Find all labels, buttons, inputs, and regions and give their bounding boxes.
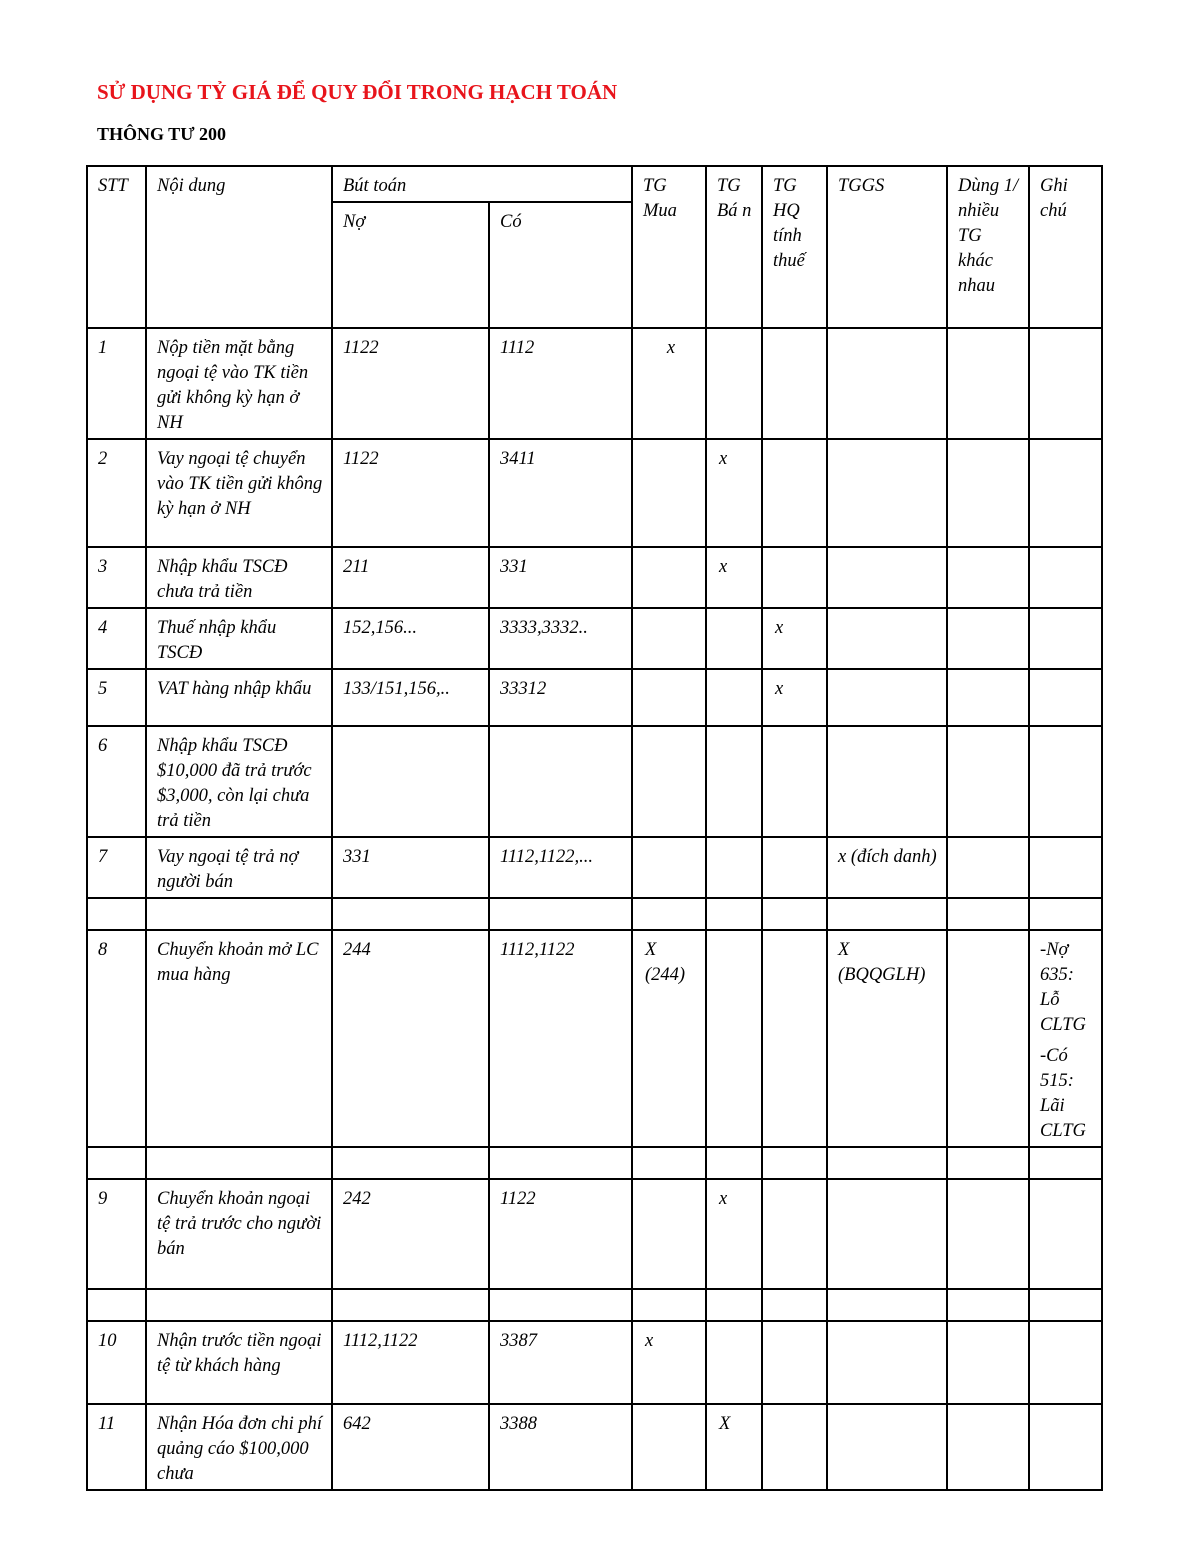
cell-stt: 10 <box>87 1321 146 1404</box>
cell-tg-hq <box>762 898 827 930</box>
header-co: Có <box>489 202 632 328</box>
cell-no <box>332 1289 489 1321</box>
cell-ghi-chu <box>1029 837 1102 898</box>
cell-no: 133/151,156,.. <box>332 669 489 726</box>
cell-no: 152,156... <box>332 608 489 669</box>
cell-noi-dung: Chuyển khoản mở LC mua hàng <box>146 930 332 1147</box>
table-row <box>87 328 1102 439</box>
cell-noi-dung: Vay ngoại tệ trả nợ người bán <box>146 837 332 898</box>
cell-no <box>332 1147 489 1179</box>
cell-no <box>332 726 489 837</box>
cell-tg-hq <box>762 930 827 1147</box>
cell-ghi-chu <box>1029 547 1102 608</box>
cell-tg-hq <box>762 837 827 898</box>
cell-no <box>332 898 489 930</box>
cell-dung <box>947 1179 1029 1289</box>
cell-dung <box>947 837 1029 898</box>
table-row <box>87 837 1102 898</box>
cell-no: 242 <box>332 1179 489 1289</box>
cell-tg-mua: X (244) <box>632 930 706 1147</box>
cell-tg-mua <box>632 1179 706 1289</box>
cell-noi-dung: Thuế nhập khẩu TSCĐ <box>146 608 332 669</box>
note-line: -Nợ 635: Lỗ CLTG <box>1040 940 1086 1035</box>
cell-noi-dung: Vay ngoại tệ chuyển vào TK tiền gửi không kỳ hạn ở NH <box>146 439 332 547</box>
cell-tg-hq <box>762 1321 827 1404</box>
cell-ghi-chu <box>1029 1321 1102 1404</box>
cell-tggs <box>827 328 947 439</box>
header-stt: STT <box>87 166 146 328</box>
table-row <box>87 669 1102 726</box>
cell-ghi-chu <box>1029 439 1102 547</box>
header-no: Nợ <box>332 202 489 328</box>
cell-ghi-chu <box>1029 608 1102 669</box>
exchange-rate-table <box>86 165 1103 1491</box>
cell-tggs <box>827 547 947 608</box>
cell-ghi-chu <box>1029 1147 1102 1179</box>
cell-tg-mua <box>632 1289 706 1321</box>
cell-tg-ban <box>706 608 762 669</box>
table-row <box>87 930 1102 1147</box>
cell-tg-mua <box>632 898 706 930</box>
cell-dung <box>947 930 1029 1147</box>
cell-stt: 1 <box>87 328 146 439</box>
cell-no: 1112,1122 <box>332 1321 489 1404</box>
header-but-toan: Bút toán <box>332 166 632 202</box>
cell-tg-ban: x <box>706 547 762 608</box>
cell-tg-mua <box>632 1147 706 1179</box>
cell-noi-dung: Chuyển khoản ngoại tệ trả trước cho người bán <box>146 1179 332 1289</box>
cell-no: 1122 <box>332 439 489 547</box>
table-row <box>87 1321 1102 1404</box>
cell-stt <box>87 898 146 930</box>
cell-ghi-chu <box>1029 898 1102 930</box>
cell-noi-dung: Nhận trước tiền ngoại tệ từ khách hàng <box>146 1321 332 1404</box>
cell-dung <box>947 1147 1029 1179</box>
cell-dung <box>947 439 1029 547</box>
table-row <box>87 1404 1102 1490</box>
cell-stt: 8 <box>87 930 146 1147</box>
cell-tg-ban <box>706 1321 762 1404</box>
cell-tg-ban <box>706 1147 762 1179</box>
cell-stt: 3 <box>87 547 146 608</box>
cell-tggs <box>827 1179 947 1289</box>
cell-stt <box>87 1147 146 1179</box>
cell-tg-hq <box>762 726 827 837</box>
cell-tg-mua <box>632 1404 706 1490</box>
cell-tg-hq <box>762 1147 827 1179</box>
cell-co: 1112,1122,... <box>489 837 632 898</box>
cell-tggs <box>827 439 947 547</box>
cell-no: 211 <box>332 547 489 608</box>
cell-tg-hq: x <box>762 608 827 669</box>
cell-stt: 4 <box>87 608 146 669</box>
cell-noi-dung: Nhận Hóa đơn chi phí quảng cáo $100,000 chưa <box>146 1404 332 1490</box>
cell-tg-hq <box>762 1179 827 1289</box>
cell-tg-ban <box>706 726 762 837</box>
cell-tg-mua: x <box>632 1321 706 1404</box>
cell-co <box>489 726 632 837</box>
cell-noi-dung: Nhập khẩu TSCĐ $10,000 đã trả trước $3,000, còn lại chưa trả tiền <box>146 726 332 837</box>
cell-no: 331 <box>332 837 489 898</box>
header-noi-dung: Nội dung <box>146 166 332 328</box>
cell-stt: 6 <box>87 726 146 837</box>
cell-ghi-chu <box>1029 669 1102 726</box>
cell-ghi-chu <box>1029 1289 1102 1321</box>
cell-dung <box>947 1321 1029 1404</box>
cell-tg-hq <box>762 439 827 547</box>
cell-tg-ban <box>706 669 762 726</box>
cell-tggs: x (đích danh) <box>827 837 947 898</box>
cell-dung <box>947 608 1029 669</box>
cell-stt: 11 <box>87 1404 146 1490</box>
cell-tggs <box>827 608 947 669</box>
table-row <box>87 608 1102 669</box>
cell-dung <box>947 1289 1029 1321</box>
cell-noi-dung: Nhập khẩu TSCĐ chưa trả tiền <box>146 547 332 608</box>
table-row <box>87 726 1102 837</box>
header-dung: Dùng 1/ nhiều TG khác nhau <box>947 166 1029 328</box>
cell-tg-ban <box>706 837 762 898</box>
cell-dung <box>947 669 1029 726</box>
cell-co: 1112,1122 <box>489 930 632 1147</box>
table-row <box>87 439 1102 547</box>
note-line: -Có 515: Lãi CLTG <box>1040 1046 1086 1141</box>
cell-tg-mua <box>632 608 706 669</box>
cell-noi-dung <box>146 1289 332 1321</box>
cell-co: 3333,3332.. <box>489 608 632 669</box>
cell-co: 3387 <box>489 1321 632 1404</box>
header-tggs: TGGS <box>827 166 947 328</box>
header-tg-mua: TG Mua <box>632 166 706 328</box>
table-row <box>87 1289 1102 1321</box>
cell-tggs <box>827 1321 947 1404</box>
cell-tg-ban: x <box>706 439 762 547</box>
cell-tg-mua <box>632 837 706 898</box>
cell-tg-ban <box>706 930 762 1147</box>
table-row <box>87 1147 1102 1179</box>
cell-tggs <box>827 898 947 930</box>
cell-tg-hq <box>762 1404 827 1490</box>
cell-co: 1112 <box>489 328 632 439</box>
header-row <box>87 166 1102 202</box>
cell-ghi-chu <box>1029 328 1102 439</box>
cell-no: 244 <box>332 930 489 1147</box>
cell-noi-dung <box>146 1147 332 1179</box>
cell-tg-hq <box>762 328 827 439</box>
table-row <box>87 1179 1102 1289</box>
cell-dung <box>947 328 1029 439</box>
cell-noi-dung: Nộp tiền mặt bằng ngoại tệ vào TK tiền gửi không kỳ hạn ở NH <box>146 328 332 439</box>
cell-stt: 5 <box>87 669 146 726</box>
cell-tg-mua <box>632 669 706 726</box>
cell-tg-mua <box>632 547 706 608</box>
page-subtitle: THÔNG TƯ 200 <box>97 124 227 144</box>
cell-co: 331 <box>489 547 632 608</box>
cell-ghi-chu <box>1029 1179 1102 1289</box>
cell-tggs <box>827 669 947 726</box>
cell-co: 3388 <box>489 1404 632 1490</box>
cell-co <box>489 1147 632 1179</box>
cell-co: 1122 <box>489 1179 632 1289</box>
cell-tg-ban <box>706 1289 762 1321</box>
cell-no: 1122 <box>332 328 489 439</box>
cell-tggs: X (BQQGLH) <box>827 930 947 1147</box>
cell-tg-ban: x <box>706 1179 762 1289</box>
cell-dung <box>947 898 1029 930</box>
cell-tggs <box>827 726 947 837</box>
cell-stt: 2 <box>87 439 146 547</box>
cell-tg-hq: x <box>762 669 827 726</box>
cell-tg-hq <box>762 1289 827 1321</box>
cell-dung <box>947 1404 1029 1490</box>
cell-tg-mua <box>632 439 706 547</box>
cell-stt: 9 <box>87 1179 146 1289</box>
cell-noi-dung: VAT hàng nhập khẩu <box>146 669 332 726</box>
cell-stt <box>87 1289 146 1321</box>
cell-dung <box>947 547 1029 608</box>
cell-mark: x <box>666 338 676 358</box>
cell-tg-hq <box>762 547 827 608</box>
cell-co: 33312 <box>489 669 632 726</box>
cell-stt: 7 <box>87 837 146 898</box>
cell-tg-ban <box>706 328 762 439</box>
cell-ghi-chu <box>1029 930 1102 1147</box>
cell-tggs <box>827 1147 947 1179</box>
cell-tggs <box>827 1289 947 1321</box>
cell-noi-dung <box>146 898 332 930</box>
header-ghi-chu: Ghi chú <box>1029 166 1102 328</box>
cell-co: 3411 <box>489 439 632 547</box>
cell-tg-mua <box>632 726 706 837</box>
cell-ghi-chu <box>1029 726 1102 837</box>
page-title: SỬ DỤNG TỶ GIÁ ĐỂ QUY ĐỔI TRONG HẠCH TOÁN <box>97 80 618 104</box>
cell-co <box>489 1289 632 1321</box>
cell-tg-ban <box>706 898 762 930</box>
table-row <box>87 547 1102 608</box>
cell-co <box>489 898 632 930</box>
cell-dung <box>947 726 1029 837</box>
table-row <box>87 898 1102 930</box>
header-tg-hq: TG HQ tính thuế <box>762 166 827 328</box>
cell-ghi-chu <box>1029 1404 1102 1490</box>
cell-tg-mua <box>632 328 706 439</box>
header-tg-ban: TG Bá n <box>706 166 762 328</box>
cell-no: 642 <box>332 1404 489 1490</box>
cell-tggs <box>827 1404 947 1490</box>
cell-tg-ban: X <box>706 1404 762 1490</box>
